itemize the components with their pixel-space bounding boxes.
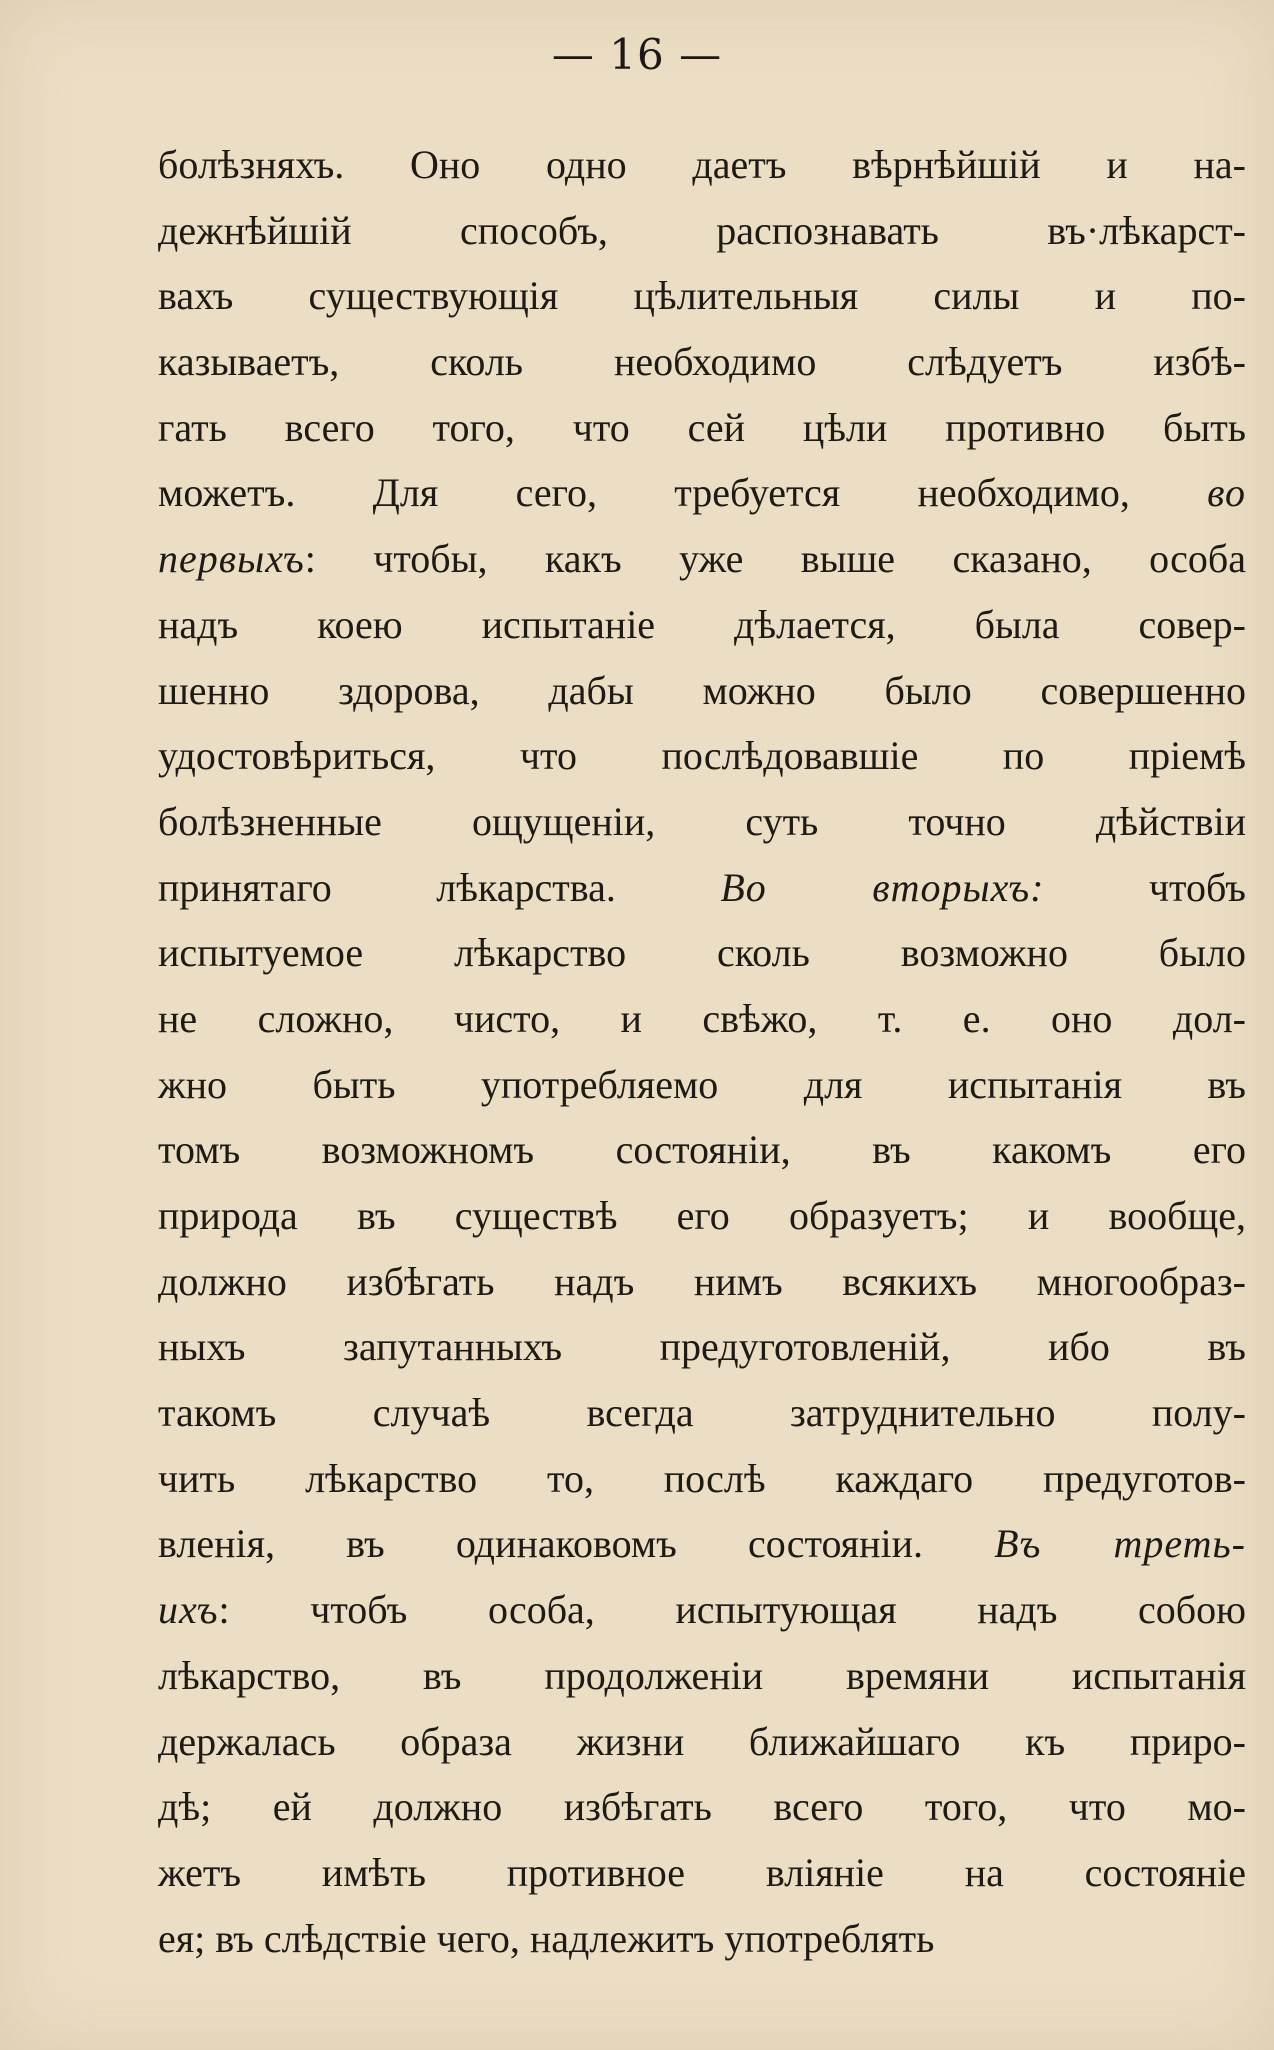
text-line xyxy=(158,1446,1246,1512)
line-text: дѣ; ей должно избѣгать всего того, что мо- xyxy=(158,1784,1246,1830)
line-text: чтобъ xyxy=(1044,864,1246,910)
text-line xyxy=(158,526,1246,592)
text-line xyxy=(158,1774,1246,1840)
text-line xyxy=(158,1117,1246,1183)
line-text: : чтобы, какъ уже выше сказано, особа xyxy=(304,536,1246,582)
line-text: удостовѣриться, что послѣдовавшіе по пріемѣ xyxy=(158,733,1246,779)
line-text: томъ возможномъ состояніи, въ какомъ его xyxy=(158,1127,1246,1173)
text-line xyxy=(158,1183,1246,1249)
text-line xyxy=(158,1709,1246,1775)
line-text: жно быть употребляемо для испытанія въ xyxy=(158,1061,1246,1107)
text-line xyxy=(158,1643,1246,1709)
text-line xyxy=(158,1906,1246,1972)
line-text: жетъ имѣть противное вліяніе на состояніе xyxy=(158,1849,1246,1895)
line-text: можетъ. Для сего, требуется необходимо, xyxy=(158,470,1208,516)
line-text: такомъ случаѣ всегда затруднительно полу- xyxy=(158,1390,1246,1436)
line-text: не сложно, чисто, и свѣжо, т. е. оно дол- xyxy=(158,995,1246,1041)
line-text: ныхъ запутанныхъ предуготовленій, ибо въ xyxy=(158,1324,1246,1370)
line-text: вахъ существующія цѣлительныя силы и по- xyxy=(158,273,1246,319)
line-text: вленія, въ одинаковомъ состояніи. xyxy=(158,1521,995,1567)
line-text: гать всего того, что сей цѣли противно быть xyxy=(158,404,1246,450)
text-line xyxy=(158,1314,1246,1380)
line-text: болѣзненные ощущеніи, суть точно дѣйствіи xyxy=(158,798,1246,844)
line-text: : чтобъ особа, испытующая надъ собою xyxy=(218,1587,1246,1633)
text-line xyxy=(158,132,1246,198)
text-line xyxy=(158,986,1246,1052)
text-line xyxy=(158,1380,1246,1446)
line-text: ея; въ слѣдствіе чего, надлежитъ употреблять xyxy=(158,1915,935,1961)
text-line xyxy=(158,920,1246,986)
line-text: болѣзняхъ. Оно одно даетъ вѣрнѣйшій и на- xyxy=(158,142,1246,187)
line-text: шенно здорова, дабы можно было совершенно xyxy=(158,667,1246,713)
line-text: лѣкарство, въ продолженіи времяни испытанія xyxy=(158,1652,1246,1698)
text-line xyxy=(158,1577,1246,1643)
line-text: чить лѣкарство то, послѣ каждаго предуготов- xyxy=(158,1455,1246,1501)
italic-text: ихъ xyxy=(158,1587,219,1633)
body-text xyxy=(158,132,1246,1971)
text-line xyxy=(158,592,1246,658)
line-text: природа въ существѣ его образуетъ; и вообще, xyxy=(158,1193,1246,1238)
line-text: надъ коею испытаніе дѣлается, была совер- xyxy=(158,601,1246,647)
line-text: принятаго лѣкарства. xyxy=(158,864,721,910)
text-line xyxy=(158,1052,1246,1118)
text-line xyxy=(158,1840,1246,1906)
text-line xyxy=(158,460,1246,526)
text-line xyxy=(158,789,1246,855)
text-line xyxy=(158,263,1246,329)
text-line xyxy=(158,1249,1246,1315)
line-text: казываетъ, сколь необходимо слѣдуетъ избѣ- xyxy=(158,339,1246,385)
italic-text: Во вторыхъ: xyxy=(720,864,1045,910)
text-line xyxy=(158,395,1246,461)
text-line xyxy=(158,1511,1246,1577)
italic-text: первыхъ xyxy=(158,536,305,582)
line-text: должно избѣгать надъ нимъ всякихъ многообраз- xyxy=(158,1258,1246,1304)
text-line xyxy=(158,329,1246,395)
text-line xyxy=(158,198,1246,264)
text-line xyxy=(158,855,1246,921)
line-text: испытуемое лѣкарство сколь возможно было xyxy=(158,930,1246,976)
page-number: — 16 — xyxy=(551,30,723,79)
italic-text: Въ треть- xyxy=(994,1521,1246,1567)
text-line xyxy=(158,658,1246,724)
text-line xyxy=(158,723,1246,789)
line-text: дежнѣйшій способъ, распознавать въ·лѣкарст- xyxy=(158,207,1246,253)
italic-text: во xyxy=(1207,470,1246,516)
line-text: держалась образа жизни ближайшаго къ приро- xyxy=(158,1718,1246,1764)
